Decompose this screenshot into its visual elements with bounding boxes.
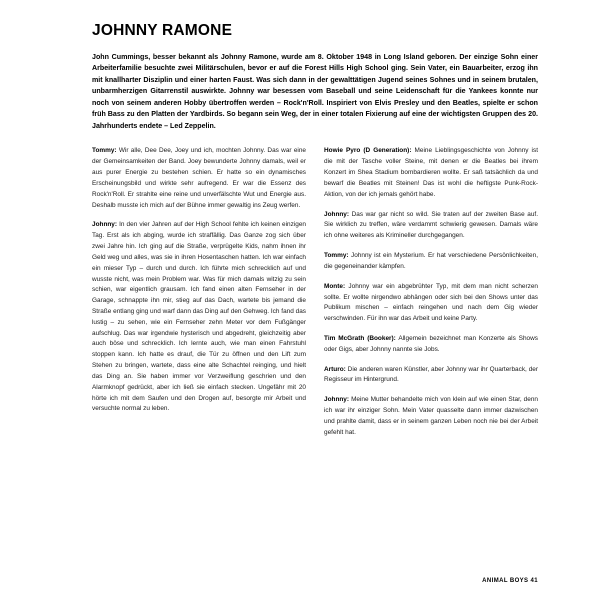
- qa-block: [324, 251, 538, 273]
- speaker-text: Die anderen waren Künstler, aber Johnny war ihr Quarterback, der Regisseur im Hintergrund.: [324, 365, 538, 384]
- speaker-text: In den vier Jahren auf der High School fehlte ich keinen einzigen Tag. Erst als ich abging, wurde ich straffällig. Das Ganze zog sich über zwei Jahre hin. Ich ging auf die Straße, verprügelte Kids, nahm ihnen ihr Geld weg und alles, was sie in ihren Hosentaschen hatten. Ich war einfach ein mieser Typ – durch und durch. Ich führte mich schrecklich auf und wusste nicht, was mein Problem war. Was für mich damals witzig zu sein schien, war eigentlich grausam. Ich fand einen alten Fernseher in der Garage, schnappte ihn mir, stieg auf das Dach, wartete bis jemand die Straße entlang ging und warf dann das Ding auf den Gehweg. Ich fand das lustig – zu sehen, wie ein Fernseher zehn Meter vor dem Fußgänger aufschlug. Das war irgendwie hysterisch und abgedreht, gleichzeitig aber auch böse und schrecklich. Ich lernte auch, wie man einen Fahrstuhl stoppen kann. Ich hatte es drauf, die Tür zu öffnen und den Lift zum Stehen zu bringen, wartete, dass eine alte Schachtel reinging, und hielt das Ding an. Sie haben immer vor Verzweiflung geschrien und den Alarmknopf gedrückt, aber ich ließ sie einfach stecken. Ungefähr mit 20 hörte ich mit dem Saufen und den Drogen auf, besorgte mir Arbeit und versuchte normal zu leben.: [92, 221, 306, 413]
- article-columns: [92, 146, 538, 447]
- qa-block: [324, 210, 538, 242]
- qa-block: [324, 365, 538, 387]
- qa-block: [324, 395, 538, 438]
- speaker-label: Tim McGrath (Booker):: [324, 334, 396, 342]
- speaker-label: Arturo:: [324, 365, 346, 373]
- speaker-text: Meine Lieblingsgeschichte von Johnny ist die mit der Tasche voller Steine, mit denen er die Beatles bei ihrem Konzert im Shea Stadium bombardieren wollte. Er saß tatsächlich da und bewarf die Beatles mit Steinen! Das ist wohl die heftigste Punk-Rock-Aktion, von der ich jemals gehört habe.: [324, 147, 538, 198]
- qa-block: [92, 146, 306, 211]
- speaker-label: Johnny:: [92, 221, 118, 229]
- speaker-label: Howie Pyro (D Generation):: [324, 147, 412, 155]
- intro-paragraph: John Cummings, besser bekannt als Johnny Ramone, wurde am 8. Oktober 1948 in Long Island geboren. Der einzige Sohn einer Arbeiterfamilie besuchte zwei Militärschulen, bevor er auf die Forest Hills High School ging. Sein Vater, ein Bauarbeiter, erzog ihn mit knallharter Disziplin und einer harten Faust. Was sich dann in der gewalttätigen Jugend seines Sohnes und in seinem brutalen, unbarmherzigen Gitarrenstil auswirkte. Johnny war besessen vom Baseball und seine Leidenschaft für die Yankees konnte nur noch von seinem anderen Hobby übertroffen werden – Rock'n'Roll. Inspiriert von Elvis Presley und den Beatles, spielte er schon früh Bass zu den Platten der Yardbirds. So begann sein Weg, der in einer totalen Fixierung auf eine der wichtigsten Gruppen des 20. Jahrhunderts endete – Led Zeppelin.: [92, 53, 538, 130]
- qa-block: [324, 282, 538, 325]
- speaker-label: Tommy:: [324, 252, 349, 260]
- qa-block: [92, 220, 306, 415]
- speaker-label: Monte:: [324, 282, 346, 290]
- speaker-text: Johnny ist ein Mysterium. Er hat verschiedene Persönlichkeiten, die gegeneinander kämpfen.: [324, 252, 538, 270]
- page-title: JOHNNY RAMONE: [92, 22, 233, 39]
- speaker-text: Wir alle, Dee Dee, Joey und ich, mochten Johnny. Das war eine der Gemeinsamkeiten der Band. Joey bewunderte Johnny damals, weil er aus purer Energie zu bestehen schien. Er hatte so ein dynamisches Erscheinungsbild und wirkte sehr aufregend. Er war die Essenz des Rock'n'Roll. Er strahlte eine reine und unverfälschte Wut und Energie aus. Deshalb musste ich mich auf der Bühne immer gewaltig ins Zeug werfen.: [92, 147, 306, 209]
- qa-block: [324, 334, 538, 356]
- speaker-text: Allgemein bezeichnet man Konzerte als Shows oder Gigs, aber Johnny nannte sie Jobs.: [324, 334, 538, 353]
- speaker-label: Johnny:: [324, 396, 350, 404]
- speaker-text: Johnny war ein abgebrühter Typ, mit dem man nicht scherzen sollte. Er wollte nirgendwo abhängen oder sich bei den Shows unter das Publikum mischen – einfach reingehen und nach dem Gig wieder verschwinden. Für ihn war das Arbeit und keine Party.: [324, 282, 538, 323]
- qa-block: [324, 146, 538, 200]
- page-footer: ANIMAL BOYS 41: [482, 578, 538, 584]
- speaker-label: Johnny:: [324, 210, 350, 218]
- left-column: [92, 146, 306, 424]
- speaker-label: Tommy:: [92, 147, 117, 155]
- right-column: [324, 146, 538, 447]
- speaker-text: Das war gar nicht so wild. Sie traten auf der zweiten Base auf. Sie wirklich zu treffen, wäre verdammt schwierig gewesen. Damals wäre ich ohne weiteres als Krimineller durchgegangen.: [324, 210, 538, 240]
- speaker-text: Meine Mutter behandelte mich von klein auf wie einen Star, denn ich war ihr einziger Sohn. Mein Vater quasselte dann immer dazwischen und prahlte damit, dass er in seinem ganzen Leben noch nie bei der Arbeit gefehlt hat.: [324, 396, 538, 436]
